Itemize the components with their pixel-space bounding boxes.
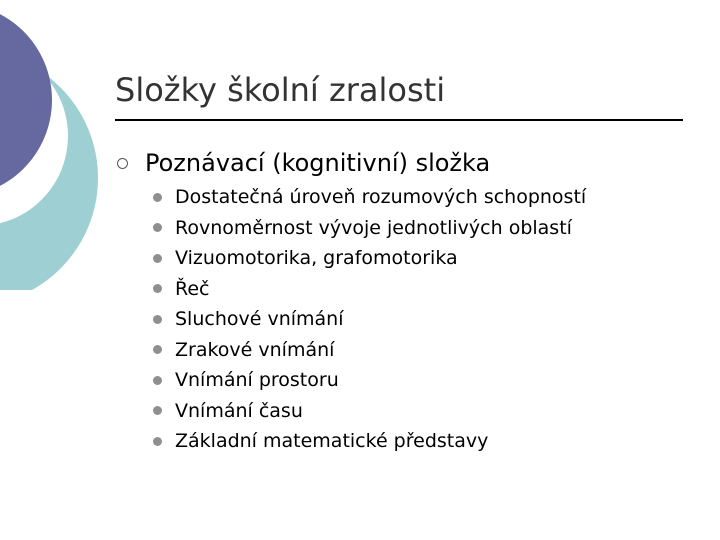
bullet-dot-icon xyxy=(153,406,162,415)
bullet-dot-icon xyxy=(153,254,162,263)
bullet-dot-icon xyxy=(153,437,162,446)
list-item-label: Řeč xyxy=(175,277,210,300)
list-item-label: Rovnoměrnost vývoje jednotlivých oblastí xyxy=(175,216,572,239)
bullet-dot-icon xyxy=(153,223,162,232)
list-item-label: Dostatečná úroveň rozumových schopností xyxy=(175,186,587,209)
bullet-dot-icon xyxy=(153,284,162,293)
list-item xyxy=(153,304,586,335)
ring-bullet-icon xyxy=(117,158,128,169)
title-divider xyxy=(115,119,683,121)
list-item-label: Vnímání času xyxy=(175,399,303,422)
list-item-label: Sluchové vnímání xyxy=(175,308,344,331)
list-item xyxy=(153,335,586,366)
bullet-dot-icon xyxy=(153,193,162,202)
list-item-label: Vnímání prostoru xyxy=(175,369,339,392)
list-item xyxy=(153,365,586,396)
list-item-label: Základní matematické představy xyxy=(175,430,489,453)
level1-label: Poznávací (kognitivní) složka xyxy=(145,149,491,177)
list-item-label: Zrakové vnímání xyxy=(175,338,335,361)
list-item xyxy=(153,213,586,244)
decorative-circles xyxy=(0,0,110,290)
sub-bullet-list xyxy=(153,182,586,457)
list-item xyxy=(153,396,586,427)
level1-item xyxy=(115,147,490,179)
list-item xyxy=(153,274,586,305)
list-item xyxy=(153,182,586,213)
list-item xyxy=(153,426,586,457)
bullet-dot-icon xyxy=(153,376,162,385)
bullet-dot-icon xyxy=(153,315,162,324)
list-item-label: Vizuomotorika, grafomotorika xyxy=(175,247,458,270)
slide-title: Složky školní zralosti xyxy=(115,71,446,109)
bullet-dot-icon xyxy=(153,345,162,354)
list-item xyxy=(153,243,586,274)
